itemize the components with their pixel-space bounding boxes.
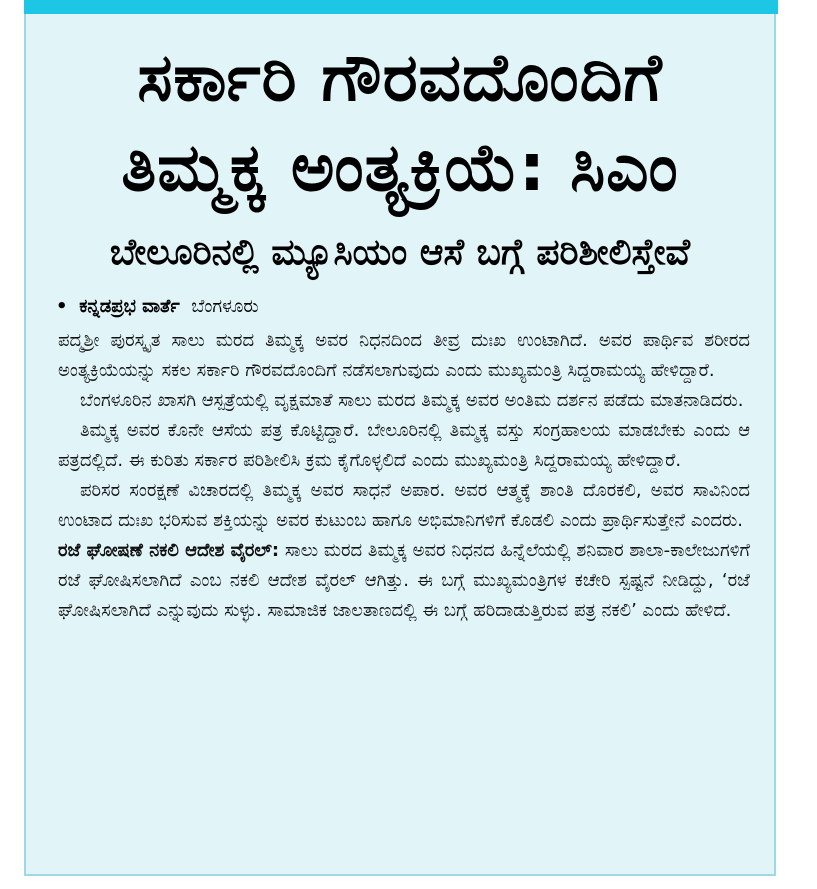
newspaper-clipping — [24, 14, 776, 876]
headline-line-2: ತಿಮ್ಮಕ್ಕ ಅಂತ್ಯಕ್ರಿಯೆ: ಸಿಎಂ — [121, 129, 679, 206]
subheadline: ಬೇಲೂರಿನಲ್ಲಿ ಮ್ಯೂಸಿಯಂ ಆಸೆ ಬಗ್ಗೆ ಪರಿಶೀಲಿಸ್ತೇವೆ — [109, 232, 691, 273]
byline-source: ಕನ್ನಡಪ್ರಭ ವಾರ್ತೆ — [79, 296, 180, 317]
paragraph-5-text: ಸಾಲು ಮರದ ತಿಮ್ಮಕ್ಕ ಅವರ ನಿಧನದ ಹಿನ್ನೆಲೆಯಲ್ಲಿ ಶನಿವಾರ ಶಾಲಾ-ಕಾಲೇಜುಗಳಿಗೆ ರಜೆ ಘೋಷಿಸಲಾಗಿದೆ ಎಂಬ ನಕಲಿ ಆದೇಶ ವೈರಲ್ ಆಗಿತ್ತು. ಈ ಬಗ್ಗೆ ಮುಖ್ಯಮಂತ್ರಿಗಳ ಕಚೇರಿ ಸ್ಪಷ್ಟನೆ ನೀಡಿದ್ದು, ‘ರಜೆ ಘೋಷಿಸಲಾಗಿದೆ ಎನ್ನುವುದು ಸುಳ್ಳು. ಸಾಮಾಜಿಕ ಜಾಲತಾಣದಲ್ಲಿ ಈ ಬಗ್ಗೆ ಹರಿದಾಡುತ್ತಿರುವ ಪತ್ರ ನಕಲಿ’ ಎಂದು ಹೇಳಿದೆ. — [58, 540, 750, 621]
byline — [56, 294, 259, 320]
paragraph-4: ಪರಿಸರ ಸಂರಕ್ಷಣೆ ವಿಚಾರದಲ್ಲಿ ತಿಮ್ಮಕ್ಕ ಅವರ ಸಾಧನೆ ಅಪಾರ. ಅವರ ಆತ್ಮಕ್ಕೆ ಶಾಂತಿ ದೊರಕಲಿ, ಅವರ ಸಾವಿನಿಂದ ಉಂಟಾದ ದುಃಖ ಭರಿಸುವ ಶಕ್ತಿಯನ್ನು ಅವರ ಕುಟುಂಬ ಹಾಗೂ ಅಭಿಮಾನಿಗಳಿಗೆ ಕೊಡಲಿ ಎಂದು ಪ್ರಾರ್ಥಿಸುತ್ತೇನೆ ಎಂದರು. — [58, 480, 750, 531]
top-color-strip — [24, 0, 778, 14]
headline-line-1: ಸರ್ಕಾರಿ ಗೌರವದೊಂದಿಗೆ — [137, 39, 663, 116]
byline-bullet: • — [56, 296, 68, 317]
paragraph-1: ಪದ್ಮಶ್ರೀ ಪುರಸ್ಕೃತ ಸಾಲು ಮರದ ತಿಮ್ಮಕ್ಕ ಅವರ ನಿಧನದಿಂದ ತೀವ್ರ ದುಃಖ ಉಂಟಾಗಿದೆ. ಅವರ ಪಾರ್ಥಿವ ಶರೀರದ ಅಂತ್ಯಕ್ರಿಯೆಯನ್ನು ಸಕಲ ಸರ್ಕಾರಿ ಗೌರವದೊಂದಿಗೆ ನಡೆಸಲಾಗುವುದು ಎಂದು ಮುಖ್ಯಮಂತ್ರಿ ಸಿದ್ದರಾಮಯ್ಯ ಹೇಳಿದ್ದಾರೆ. — [58, 330, 750, 381]
paragraph-2: ಬೆಂಗಳೂರಿನ ಖಾಸಗಿ ಆಸ್ಪತ್ರೆಯಲ್ಲಿ ವೃಕ್ಷಮಾತೆ ಸಾಲು ಮರದ ತಿಮ್ಮಕ್ಕ ಅವರ ಅಂತಿಮ ದರ್ಶನ ಪಡೆದು ಮಾತನಾಡಿದರು. — [80, 390, 744, 411]
paragraph-5-lead: ರಜೆ ಘೋಷಣೆ ನಕಲಿ ಆದೇಶ ವೈರಲ್: — [58, 540, 280, 561]
paragraph-3: ತಿಮ್ಮಕ್ಕ ಅವರ ಕೊನೇ ಆಸೆಯ ಪತ್ರ ಕೊಟ್ಟಿದ್ದಾರೆ. ಬೇಲೂರಿನಲ್ಲಿ ತಿಮ್ಮಕ್ಕ ವಸ್ತು ಸಂಗ್ರಹಾಲಯ ಮಾಡಬೇಕು ಎಂದು ಆ ಪತ್ರದಲ್ಲಿದೆ. ಈ ಕುರಿತು ಸರ್ಕಾರ ಪರಿಶೀಲಿಸಿ ಕ್ರಮ ಕೈಗೊಳ್ಳಲಿದೆ ಎಂದು ಮುಖ್ಯಮಂತ್ರಿ ಸಿದ್ದರಾಮಯ್ಯ ಹೇಳಿದ್ದಾರೆ. — [58, 420, 750, 471]
byline-place: ಬೆಂಗಳೂರು — [191, 296, 259, 317]
article-body — [58, 326, 750, 626]
paragraph-5 — [58, 536, 750, 626]
